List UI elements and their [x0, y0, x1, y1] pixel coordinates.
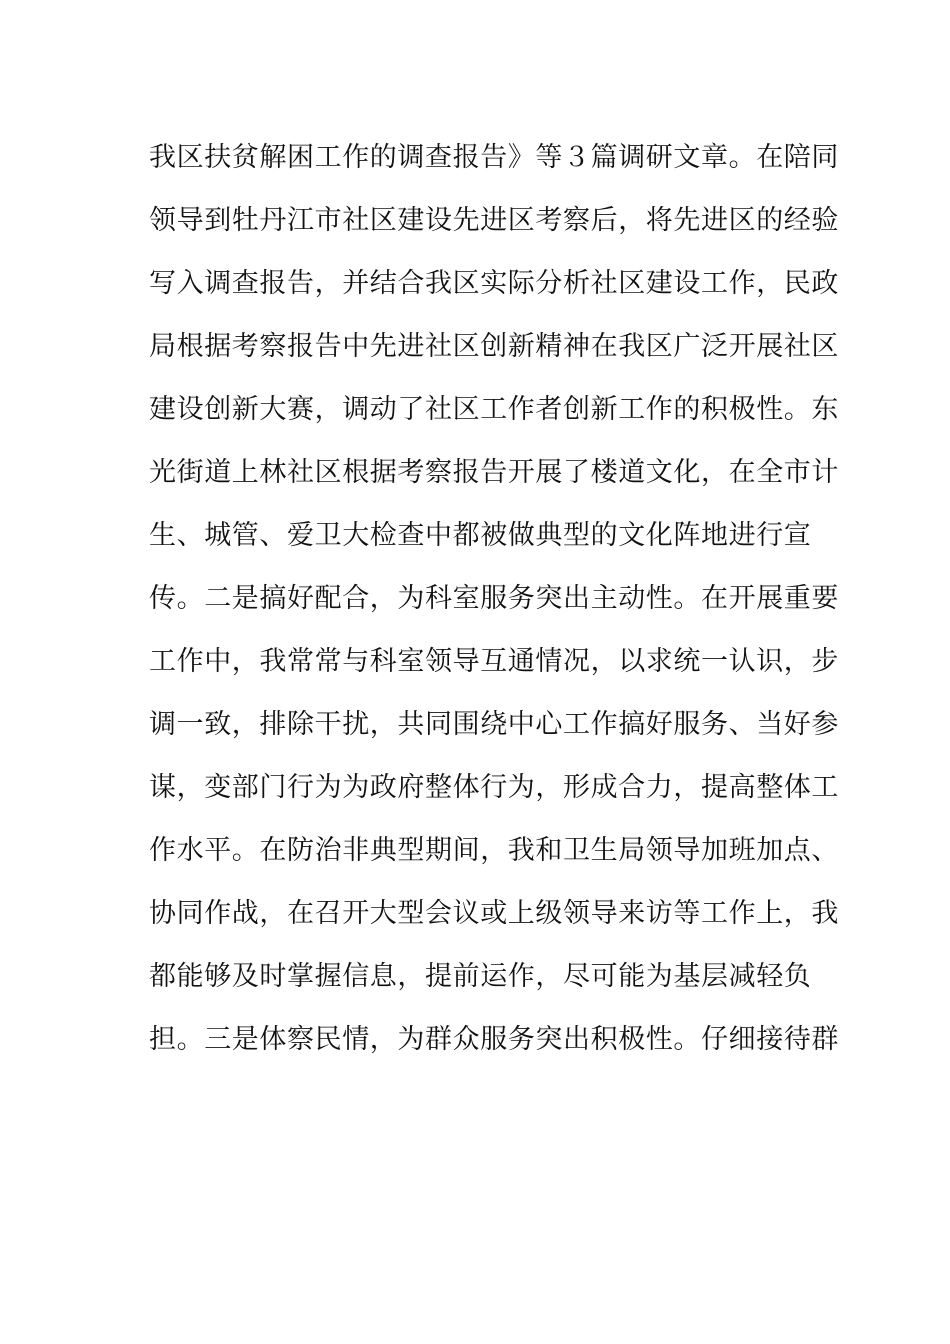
text-line: 光街道上林社区根据考察报告开展了楼道文化，在全市计 — [149, 457, 839, 488]
text-line: 生、城管、爱卫大检查中都被做典型的文化阵地进行宣 — [149, 520, 812, 551]
text-line: 作水平。在防治非典型期间，我和卫生局领导加班加点、 — [149, 835, 839, 866]
text-line: 写入调查报告，并结合我区实际分析社区建设工作，民政 — [149, 268, 839, 299]
text-line: 领导到牡丹江市社区建设先进区考察后，将先进区的经验 — [149, 205, 839, 236]
text-line: 都能够及时掌握信息，提前运作，尽可能为基层减轻负 — [149, 961, 812, 992]
text-line: 调一致，排除干扰，共同围绕中心工作搞好服务、当好参 — [149, 709, 839, 740]
text-line: 谋，变部门行为为政府整体行为，形成合力，提高整体工 — [149, 772, 839, 803]
text-line: 协同作战，在召开大型会议或上级领导来访等工作上，我 — [149, 898, 839, 929]
text-line: 担。三是体察民情，为群众服务突出积极性。仔细接待群 — [149, 1024, 839, 1055]
text-line: 传。二是搞好配合，为科室服务突出主动性。在开展重要 — [149, 583, 839, 614]
text-line: 建设创新大赛，调动了社区工作者创新工作的积极性。东 — [149, 394, 839, 425]
text-line: 我区扶贫解困工作的调查报告》等３篇调研文章。在陪同 — [149, 142, 839, 173]
body-text — [149, 126, 839, 1071]
text-line: 工作中，我常常与科室领导互通情况，以求统一认识，步 — [149, 646, 839, 677]
text-line: 局根据考察报告中先进社区创新精神在我区广泛开展社区 — [149, 331, 839, 362]
